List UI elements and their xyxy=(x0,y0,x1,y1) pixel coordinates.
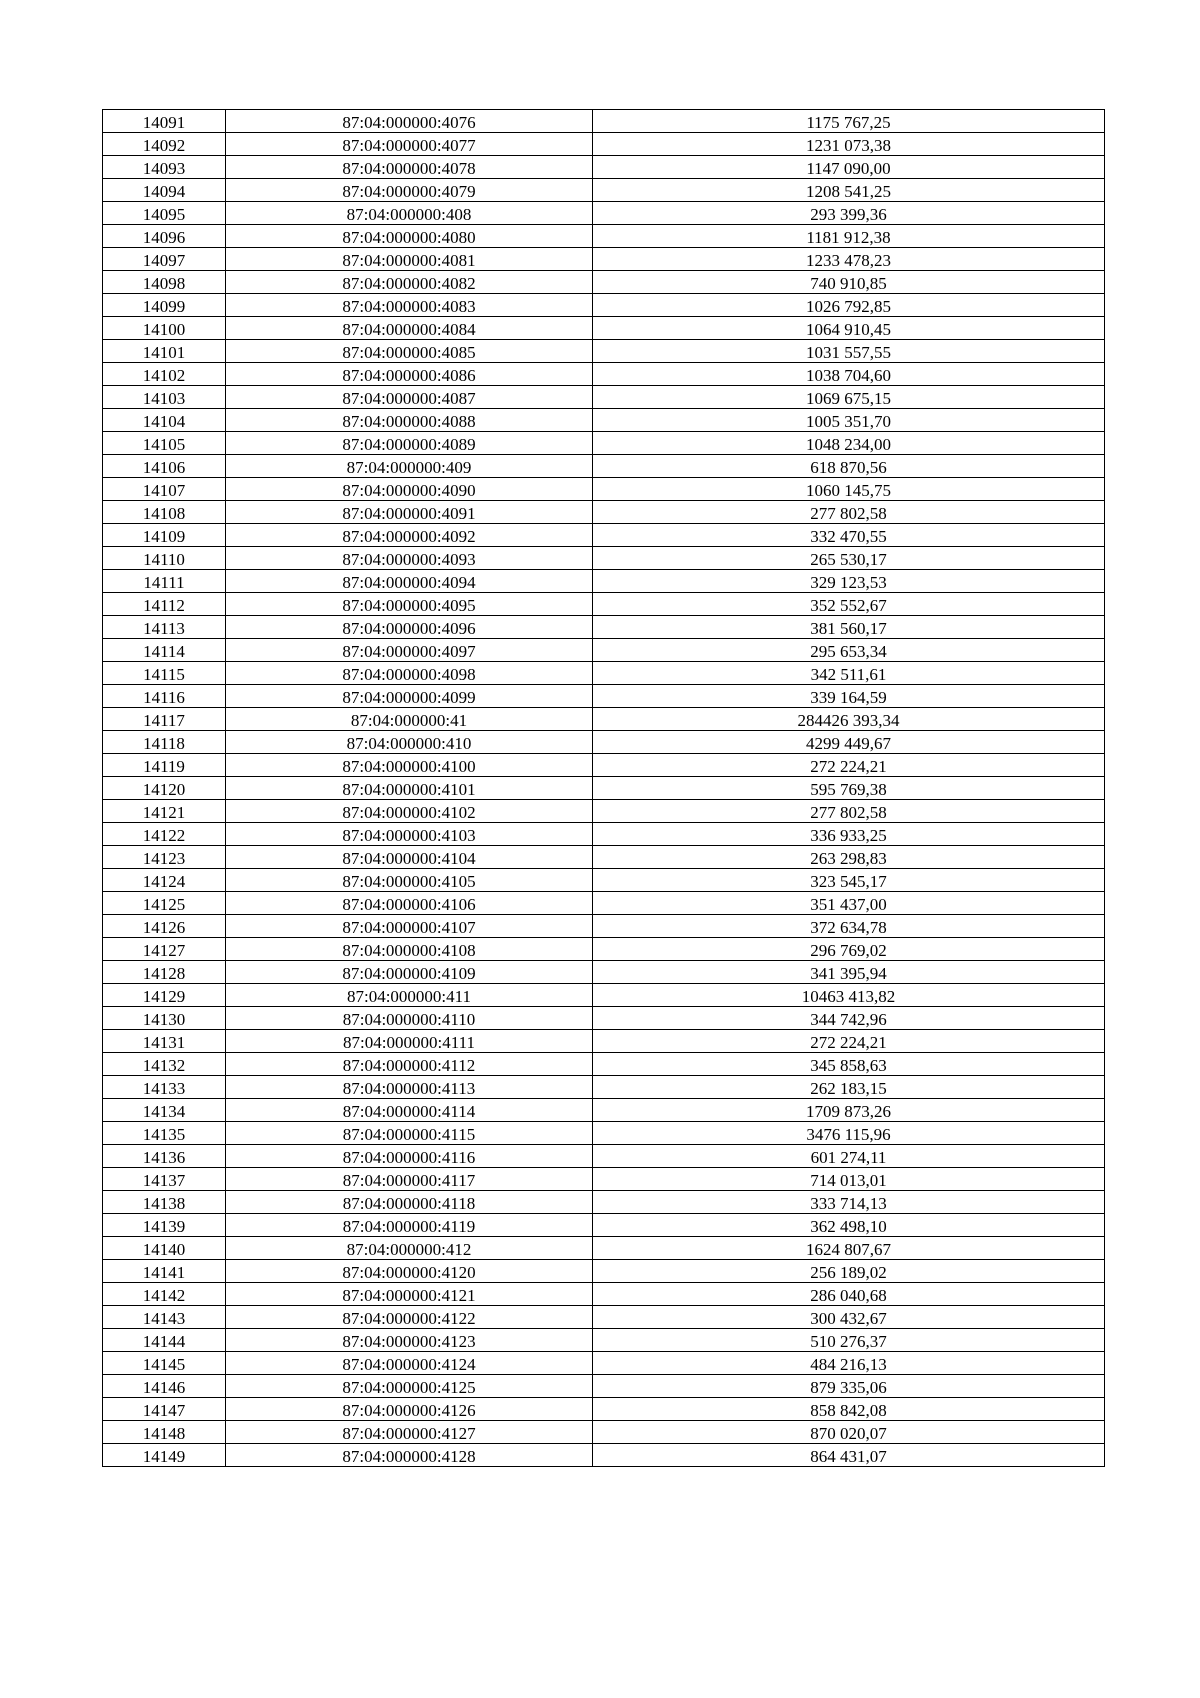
table-row xyxy=(103,1007,1105,1030)
table-row xyxy=(103,271,1105,294)
cadastral-value-cell: 256 189,02 xyxy=(593,1260,1105,1283)
cadastral-number-cell: 87:04:000000:4107 xyxy=(226,915,593,938)
row-number-cell: 14119 xyxy=(103,754,226,777)
row-number-cell: 14139 xyxy=(103,1214,226,1237)
cadastral-value-cell: 879 335,06 xyxy=(593,1375,1105,1398)
table-row xyxy=(103,1398,1105,1421)
row-number-cell: 14111 xyxy=(103,570,226,593)
table-row xyxy=(103,1076,1105,1099)
cadastral-value-cell: 352 552,67 xyxy=(593,593,1105,616)
cadastral-value-cell: 1064 910,45 xyxy=(593,317,1105,340)
row-number-cell: 14110 xyxy=(103,547,226,570)
row-number-cell: 14098 xyxy=(103,271,226,294)
row-number-cell: 14115 xyxy=(103,662,226,685)
row-number-cell: 14122 xyxy=(103,823,226,846)
cadastral-value-cell: 342 511,61 xyxy=(593,662,1105,685)
cadastral-number-cell: 87:04:000000:410 xyxy=(226,731,593,754)
table-row xyxy=(103,409,1105,432)
row-number-cell: 14141 xyxy=(103,1260,226,1283)
row-number-cell: 14101 xyxy=(103,340,226,363)
table-row xyxy=(103,110,1105,133)
cadastral-value-table xyxy=(102,109,1105,1467)
row-number-cell: 14112 xyxy=(103,593,226,616)
cadastral-number-cell: 87:04:000000:4076 xyxy=(226,110,593,133)
cadastral-value-cell: 1031 557,55 xyxy=(593,340,1105,363)
cadastral-number-cell: 87:04:000000:411 xyxy=(226,984,593,1007)
cadastral-value-cell: 372 634,78 xyxy=(593,915,1105,938)
row-number-cell: 14127 xyxy=(103,938,226,961)
cadastral-value-cell: 277 802,58 xyxy=(593,800,1105,823)
row-number-cell: 14106 xyxy=(103,455,226,478)
cadastral-number-cell: 87:04:000000:4103 xyxy=(226,823,593,846)
cadastral-number-cell: 87:04:000000:4120 xyxy=(226,1260,593,1283)
row-number-cell: 14149 xyxy=(103,1444,226,1467)
row-number-cell: 14140 xyxy=(103,1237,226,1260)
cadastral-value-cell: 1709 873,26 xyxy=(593,1099,1105,1122)
cadastral-value-cell: 484 216,13 xyxy=(593,1352,1105,1375)
cadastral-number-cell: 87:04:000000:4097 xyxy=(226,639,593,662)
row-number-cell: 14126 xyxy=(103,915,226,938)
table-row xyxy=(103,1306,1105,1329)
table-row xyxy=(103,938,1105,961)
cadastral-value-cell: 341 395,94 xyxy=(593,961,1105,984)
table-row xyxy=(103,1329,1105,1352)
cadastral-number-cell: 87:04:000000:4077 xyxy=(226,133,593,156)
table-row xyxy=(103,731,1105,754)
cadastral-number-cell: 87:04:000000:4098 xyxy=(226,662,593,685)
cadastral-number-cell: 87:04:000000:4106 xyxy=(226,892,593,915)
row-number-cell: 14133 xyxy=(103,1076,226,1099)
row-number-cell: 14146 xyxy=(103,1375,226,1398)
cadastral-number-cell: 87:04:000000:4119 xyxy=(226,1214,593,1237)
row-number-cell: 14103 xyxy=(103,386,226,409)
table-row xyxy=(103,202,1105,225)
cadastral-value-cell: 595 769,38 xyxy=(593,777,1105,800)
cadastral-number-cell: 87:04:000000:4102 xyxy=(226,800,593,823)
table-row xyxy=(103,915,1105,938)
table-body xyxy=(103,110,1105,1467)
row-number-cell: 14118 xyxy=(103,731,226,754)
table-row xyxy=(103,455,1105,478)
cadastral-value-cell: 1147 090,00 xyxy=(593,156,1105,179)
cadastral-value-cell: 4299 449,67 xyxy=(593,731,1105,754)
cadastral-number-cell: 87:04:000000:4100 xyxy=(226,754,593,777)
row-number-cell: 14125 xyxy=(103,892,226,915)
table-row xyxy=(103,593,1105,616)
cadastral-value-cell: 1038 704,60 xyxy=(593,363,1105,386)
row-number-cell: 14128 xyxy=(103,961,226,984)
table-row xyxy=(103,1352,1105,1375)
cadastral-value-cell: 332 470,55 xyxy=(593,524,1105,547)
cadastral-value-cell: 1026 792,85 xyxy=(593,294,1105,317)
cadastral-value-cell: 714 013,01 xyxy=(593,1168,1105,1191)
table-row xyxy=(103,317,1105,340)
row-number-cell: 14091 xyxy=(103,110,226,133)
row-number-cell: 14102 xyxy=(103,363,226,386)
table-row xyxy=(103,1030,1105,1053)
table-row xyxy=(103,1099,1105,1122)
table-row xyxy=(103,1260,1105,1283)
cadastral-number-cell: 87:04:000000:4122 xyxy=(226,1306,593,1329)
cadastral-number-cell: 87:04:000000:4082 xyxy=(226,271,593,294)
cadastral-value-cell: 858 842,08 xyxy=(593,1398,1105,1421)
cadastral-value-cell: 296 769,02 xyxy=(593,938,1105,961)
cadastral-value-cell: 3476 115,96 xyxy=(593,1122,1105,1145)
cadastral-value-cell: 1208 541,25 xyxy=(593,179,1105,202)
row-number-cell: 14094 xyxy=(103,179,226,202)
cadastral-value-cell: 10463 413,82 xyxy=(593,984,1105,1007)
cadastral-number-cell: 87:04:000000:4085 xyxy=(226,340,593,363)
cadastral-value-cell: 286 040,68 xyxy=(593,1283,1105,1306)
cadastral-value-cell: 284426 393,34 xyxy=(593,708,1105,731)
cadastral-number-cell: 87:04:000000:4081 xyxy=(226,248,593,271)
cadastral-number-cell: 87:04:000000:4080 xyxy=(226,225,593,248)
row-number-cell: 14131 xyxy=(103,1030,226,1053)
row-number-cell: 14117 xyxy=(103,708,226,731)
cadastral-number-cell: 87:04:000000:41 xyxy=(226,708,593,731)
table-row xyxy=(103,1168,1105,1191)
table-row xyxy=(103,984,1105,1007)
row-number-cell: 14114 xyxy=(103,639,226,662)
cadastral-value-cell: 333 714,13 xyxy=(593,1191,1105,1214)
row-number-cell: 14108 xyxy=(103,501,226,524)
table-row xyxy=(103,1191,1105,1214)
cadastral-number-cell: 87:04:000000:4088 xyxy=(226,409,593,432)
table-row xyxy=(103,501,1105,524)
row-number-cell: 14142 xyxy=(103,1283,226,1306)
row-number-cell: 14132 xyxy=(103,1053,226,1076)
row-number-cell: 14138 xyxy=(103,1191,226,1214)
cadastral-number-cell: 87:04:000000:4087 xyxy=(226,386,593,409)
cadastral-value-cell: 329 123,53 xyxy=(593,570,1105,593)
cadastral-value-cell: 344 742,96 xyxy=(593,1007,1105,1030)
table-row xyxy=(103,1444,1105,1467)
table-row xyxy=(103,892,1105,915)
row-number-cell: 14147 xyxy=(103,1398,226,1421)
cadastral-value-cell: 277 802,58 xyxy=(593,501,1105,524)
table-row xyxy=(103,961,1105,984)
cadastral-value-cell: 345 858,63 xyxy=(593,1053,1105,1076)
row-number-cell: 14121 xyxy=(103,800,226,823)
row-number-cell: 14143 xyxy=(103,1306,226,1329)
table-row xyxy=(103,616,1105,639)
cadastral-number-cell: 87:04:000000:4095 xyxy=(226,593,593,616)
cadastral-number-cell: 87:04:000000:4109 xyxy=(226,961,593,984)
cadastral-number-cell: 87:04:000000:4101 xyxy=(226,777,593,800)
cadastral-number-cell: 87:04:000000:4089 xyxy=(226,432,593,455)
cadastral-value-cell: 1048 234,00 xyxy=(593,432,1105,455)
row-number-cell: 14096 xyxy=(103,225,226,248)
table-row xyxy=(103,777,1105,800)
cadastral-number-cell: 87:04:000000:4091 xyxy=(226,501,593,524)
table-row xyxy=(103,1214,1105,1237)
table-row xyxy=(103,869,1105,892)
row-number-cell: 14097 xyxy=(103,248,226,271)
table-row xyxy=(103,1053,1105,1076)
row-number-cell: 14123 xyxy=(103,846,226,869)
cadastral-value-cell: 1231 073,38 xyxy=(593,133,1105,156)
cadastral-number-cell: 87:04:000000:4123 xyxy=(226,1329,593,1352)
cadastral-value-cell: 1175 767,25 xyxy=(593,110,1105,133)
table-row xyxy=(103,156,1105,179)
cadastral-value-cell: 381 560,17 xyxy=(593,616,1105,639)
cadastral-number-cell: 87:04:000000:4108 xyxy=(226,938,593,961)
table-row xyxy=(103,685,1105,708)
table-row xyxy=(103,248,1105,271)
cadastral-value-cell: 265 530,17 xyxy=(593,547,1105,570)
cadastral-number-cell: 87:04:000000:4083 xyxy=(226,294,593,317)
table-row xyxy=(103,1122,1105,1145)
table-row xyxy=(103,133,1105,156)
row-number-cell: 14095 xyxy=(103,202,226,225)
cadastral-number-cell: 87:04:000000:412 xyxy=(226,1237,593,1260)
table-row xyxy=(103,846,1105,869)
table-row xyxy=(103,662,1105,685)
cadastral-value-cell: 1069 675,15 xyxy=(593,386,1105,409)
cadastral-number-cell: 87:04:000000:4078 xyxy=(226,156,593,179)
cadastral-number-cell: 87:04:000000:4117 xyxy=(226,1168,593,1191)
table-row xyxy=(103,639,1105,662)
row-number-cell: 14109 xyxy=(103,524,226,547)
cadastral-number-cell: 87:04:000000:4111 xyxy=(226,1030,593,1053)
table-row xyxy=(103,754,1105,777)
cadastral-number-cell: 87:04:000000:4084 xyxy=(226,317,593,340)
row-number-cell: 14093 xyxy=(103,156,226,179)
cadastral-value-cell: 1624 807,67 xyxy=(593,1237,1105,1260)
table-row xyxy=(103,1145,1105,1168)
cadastral-number-cell: 87:04:000000:4093 xyxy=(226,547,593,570)
row-number-cell: 14135 xyxy=(103,1122,226,1145)
table-row xyxy=(103,524,1105,547)
table-row xyxy=(103,1421,1105,1444)
row-number-cell: 14124 xyxy=(103,869,226,892)
cadastral-value-cell: 1233 478,23 xyxy=(593,248,1105,271)
row-number-cell: 14148 xyxy=(103,1421,226,1444)
cadastral-number-cell: 87:04:000000:409 xyxy=(226,455,593,478)
cadastral-number-cell: 87:04:000000:4104 xyxy=(226,846,593,869)
row-number-cell: 14134 xyxy=(103,1099,226,1122)
table-row xyxy=(103,294,1105,317)
cadastral-number-cell: 87:04:000000:4105 xyxy=(226,869,593,892)
cadastral-number-cell: 87:04:000000:4118 xyxy=(226,1191,593,1214)
row-number-cell: 14120 xyxy=(103,777,226,800)
row-number-cell: 14104 xyxy=(103,409,226,432)
cadastral-number-cell: 87:04:000000:4094 xyxy=(226,570,593,593)
row-number-cell: 14137 xyxy=(103,1168,226,1191)
cadastral-value-cell: 262 183,15 xyxy=(593,1076,1105,1099)
row-number-cell: 14129 xyxy=(103,984,226,1007)
table-row xyxy=(103,478,1105,501)
row-number-cell: 14130 xyxy=(103,1007,226,1030)
cadastral-value-cell: 870 020,07 xyxy=(593,1421,1105,1444)
cadastral-value-cell: 864 431,07 xyxy=(593,1444,1105,1467)
cadastral-number-cell: 87:04:000000:4127 xyxy=(226,1421,593,1444)
cadastral-value-cell: 263 298,83 xyxy=(593,846,1105,869)
cadastral-value-cell: 601 274,11 xyxy=(593,1145,1105,1168)
row-number-cell: 14113 xyxy=(103,616,226,639)
row-number-cell: 14144 xyxy=(103,1329,226,1352)
cadastral-number-cell: 87:04:000000:4115 xyxy=(226,1122,593,1145)
row-number-cell: 14145 xyxy=(103,1352,226,1375)
cadastral-value-cell: 1181 912,38 xyxy=(593,225,1105,248)
cadastral-number-cell: 87:04:000000:4099 xyxy=(226,685,593,708)
cadastral-value-cell: 272 224,21 xyxy=(593,754,1105,777)
table-row xyxy=(103,708,1105,731)
cadastral-number-cell: 87:04:000000:4086 xyxy=(226,363,593,386)
cadastral-value-cell: 351 437,00 xyxy=(593,892,1105,915)
cadastral-number-cell: 87:04:000000:4112 xyxy=(226,1053,593,1076)
table-row xyxy=(103,179,1105,202)
cadastral-value-cell: 323 545,17 xyxy=(593,869,1105,892)
row-number-cell: 14100 xyxy=(103,317,226,340)
cadastral-value-cell: 1005 351,70 xyxy=(593,409,1105,432)
table-row xyxy=(103,1283,1105,1306)
table-row xyxy=(103,363,1105,386)
cadastral-number-cell: 87:04:000000:408 xyxy=(226,202,593,225)
cadastral-number-cell: 87:04:000000:4116 xyxy=(226,1145,593,1168)
cadastral-number-cell: 87:04:000000:4090 xyxy=(226,478,593,501)
table-row xyxy=(103,1375,1105,1398)
table-row xyxy=(103,340,1105,363)
table-row xyxy=(103,800,1105,823)
row-number-cell: 14116 xyxy=(103,685,226,708)
table-row xyxy=(103,570,1105,593)
table-row xyxy=(103,823,1105,846)
cadastral-number-cell: 87:04:000000:4124 xyxy=(226,1352,593,1375)
cadastral-value-cell: 336 933,25 xyxy=(593,823,1105,846)
cadastral-value-cell: 293 399,36 xyxy=(593,202,1105,225)
cadastral-number-cell: 87:04:000000:4113 xyxy=(226,1076,593,1099)
cadastral-value-cell: 510 276,37 xyxy=(593,1329,1105,1352)
row-number-cell: 14099 xyxy=(103,294,226,317)
cadastral-value-cell: 339 164,59 xyxy=(593,685,1105,708)
row-number-cell: 14136 xyxy=(103,1145,226,1168)
cadastral-value-cell: 618 870,56 xyxy=(593,455,1105,478)
cadastral-number-cell: 87:04:000000:4110 xyxy=(226,1007,593,1030)
cadastral-value-cell: 300 432,67 xyxy=(593,1306,1105,1329)
cadastral-number-cell: 87:04:000000:4096 xyxy=(226,616,593,639)
cadastral-number-cell: 87:04:000000:4128 xyxy=(226,1444,593,1467)
cadastral-number-cell: 87:04:000000:4114 xyxy=(226,1099,593,1122)
table-row xyxy=(103,547,1105,570)
cadastral-value-cell: 1060 145,75 xyxy=(593,478,1105,501)
cadastral-value-cell: 362 498,10 xyxy=(593,1214,1105,1237)
cadastral-number-cell: 87:04:000000:4092 xyxy=(226,524,593,547)
cadastral-number-cell: 87:04:000000:4121 xyxy=(226,1283,593,1306)
cadastral-number-cell: 87:04:000000:4079 xyxy=(226,179,593,202)
table-row xyxy=(103,225,1105,248)
cadastral-value-cell: 272 224,21 xyxy=(593,1030,1105,1053)
table-row xyxy=(103,1237,1105,1260)
row-number-cell: 14105 xyxy=(103,432,226,455)
row-number-cell: 14092 xyxy=(103,133,226,156)
cadastral-value-cell: 295 653,34 xyxy=(593,639,1105,662)
cadastral-number-cell: 87:04:000000:4126 xyxy=(226,1398,593,1421)
cadastral-number-cell: 87:04:000000:4125 xyxy=(226,1375,593,1398)
cadastral-value-cell: 740 910,85 xyxy=(593,271,1105,294)
table-row xyxy=(103,432,1105,455)
row-number-cell: 14107 xyxy=(103,478,226,501)
table-row xyxy=(103,386,1105,409)
